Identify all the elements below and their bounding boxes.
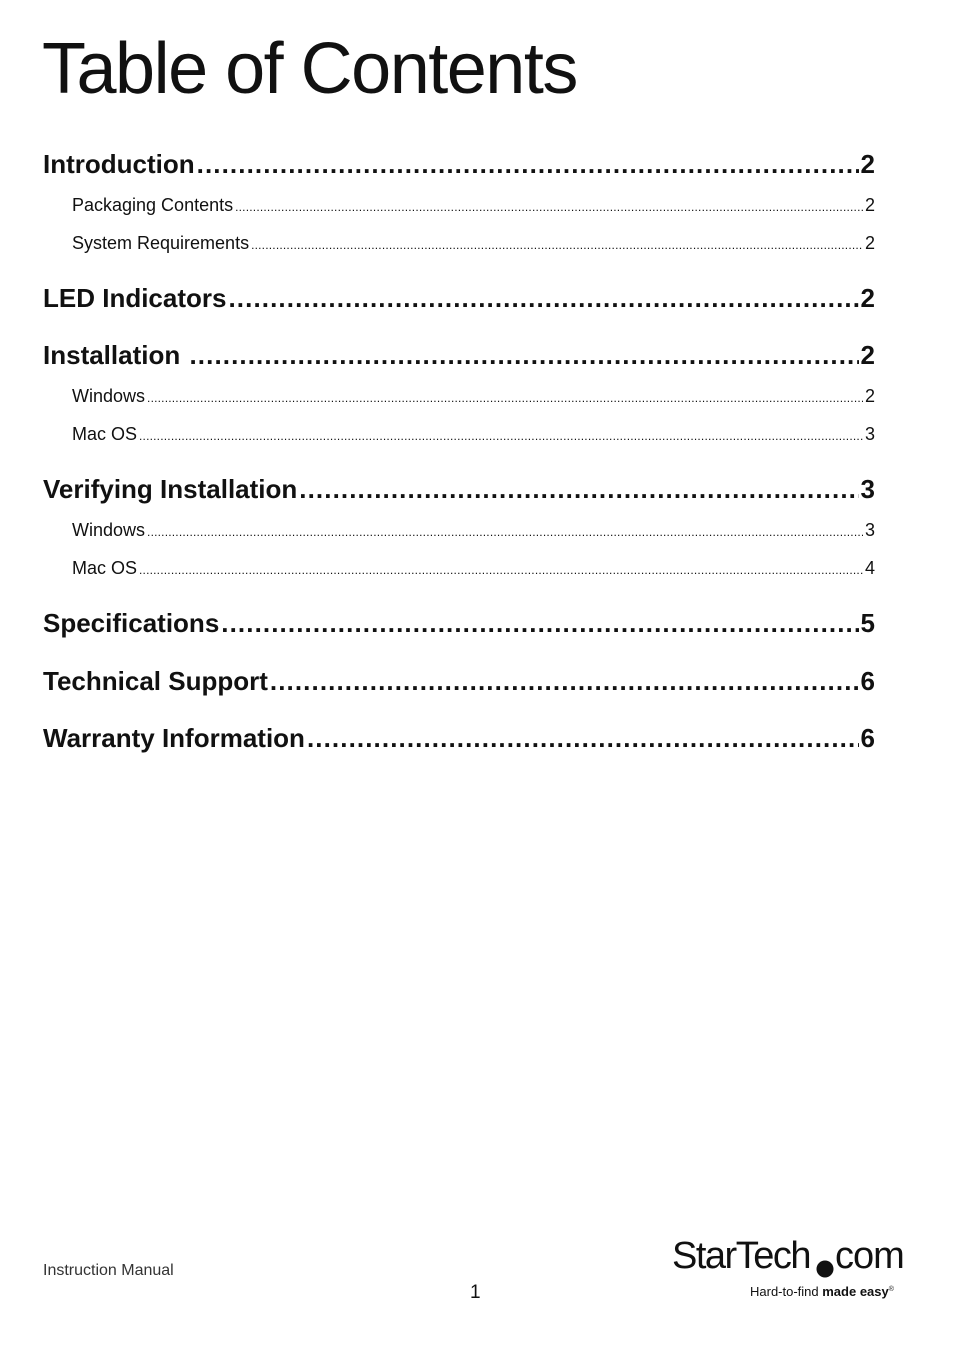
- dot-leader: [147, 391, 863, 405]
- dot-leader: [228, 283, 858, 314]
- logo-tagline: [750, 1284, 895, 1299]
- toc-subentry-verifying-windows[interactable]: [72, 520, 875, 544]
- logo-tagline-bold: made easy: [822, 1284, 889, 1299]
- startech-logo: [672, 1228, 912, 1308]
- dot-leader: [221, 608, 858, 639]
- toc-subentry-installation-mac-os[interactable]: [72, 424, 875, 448]
- page-title: Table of Contents: [42, 29, 577, 109]
- toc-page-number: 3: [864, 424, 875, 444]
- toc-page-number: 2: [864, 233, 875, 253]
- dot-leader: [299, 474, 858, 505]
- dot-leader: [139, 429, 863, 443]
- dot-leader: [139, 563, 863, 577]
- logo-registered-mark: ®: [888, 1286, 894, 1293]
- toc-subentry-system-requirements[interactable]: [72, 233, 875, 257]
- toc-entry-introduction[interactable]: [43, 149, 875, 183]
- footer-label: Instruction Manual: [43, 1262, 174, 1279]
- toc-entry-specifications[interactable]: [43, 608, 875, 642]
- toc-page-number: 3: [860, 474, 875, 504]
- toc-page-number: 2: [860, 340, 875, 370]
- toc-page-number: 6: [860, 666, 875, 696]
- dot-leader: [251, 238, 863, 252]
- toc-page-number: 4: [864, 558, 875, 578]
- toc-page-number: 5: [860, 608, 875, 638]
- dot-leader: [147, 525, 863, 539]
- toc-page-number: 2: [864, 195, 875, 215]
- dot-leader: [270, 666, 859, 697]
- toc-entry-technical-support[interactable]: [43, 666, 875, 700]
- toc-page-number: 6: [860, 723, 875, 753]
- toc-entry-label: Verifying Installation: [43, 474, 298, 504]
- dot-leader: [197, 149, 859, 180]
- logo-brand-star: StarTech: [672, 1235, 810, 1277]
- toc-entry-warranty-information[interactable]: [43, 723, 875, 757]
- toc-entry-label: Warranty Information: [43, 723, 305, 753]
- dot-leader: [189, 340, 858, 371]
- toc-subentry-label: System Requirements: [72, 233, 250, 253]
- logo-dot: [817, 1261, 834, 1278]
- toc-entry-label: LED Indicators: [43, 283, 227, 313]
- toc-entry-label: Introduction: [43, 149, 195, 179]
- toc-subentry-label: Packaging Contents: [72, 195, 234, 215]
- dot-leader: [307, 723, 859, 754]
- toc-subentry-verifying-mac-os[interactable]: [72, 558, 875, 582]
- toc-page-number: 2: [860, 149, 875, 179]
- toc-entry-installation[interactable]: [43, 340, 875, 374]
- page-number: 1: [470, 1282, 481, 1303]
- toc-entry-verifying-installation[interactable]: [43, 474, 875, 508]
- toc-subentry-label: Windows: [72, 520, 146, 540]
- toc-entry-label: Installation: [43, 340, 188, 370]
- toc-entry-led-indicators[interactable]: [43, 283, 875, 317]
- dot-leader: [235, 200, 863, 214]
- toc-subentry-label: Mac OS: [72, 558, 138, 578]
- toc-subentry-installation-windows[interactable]: [72, 386, 875, 410]
- toc-entry-label: Technical Support: [43, 666, 268, 696]
- toc-entry-label: Specifications: [43, 608, 220, 638]
- toc-subentry-label: Windows: [72, 386, 146, 406]
- toc-page-number: 3: [864, 520, 875, 540]
- toc-subentry-packaging-contents[interactable]: [72, 195, 875, 219]
- logo-brand-com: com: [835, 1235, 904, 1277]
- toc-page-number: 2: [860, 283, 875, 313]
- toc-subentry-label: Mac OS: [72, 424, 138, 444]
- toc-page-number: 2: [864, 386, 875, 406]
- logo-tagline-light: Hard-to-find: [750, 1284, 823, 1299]
